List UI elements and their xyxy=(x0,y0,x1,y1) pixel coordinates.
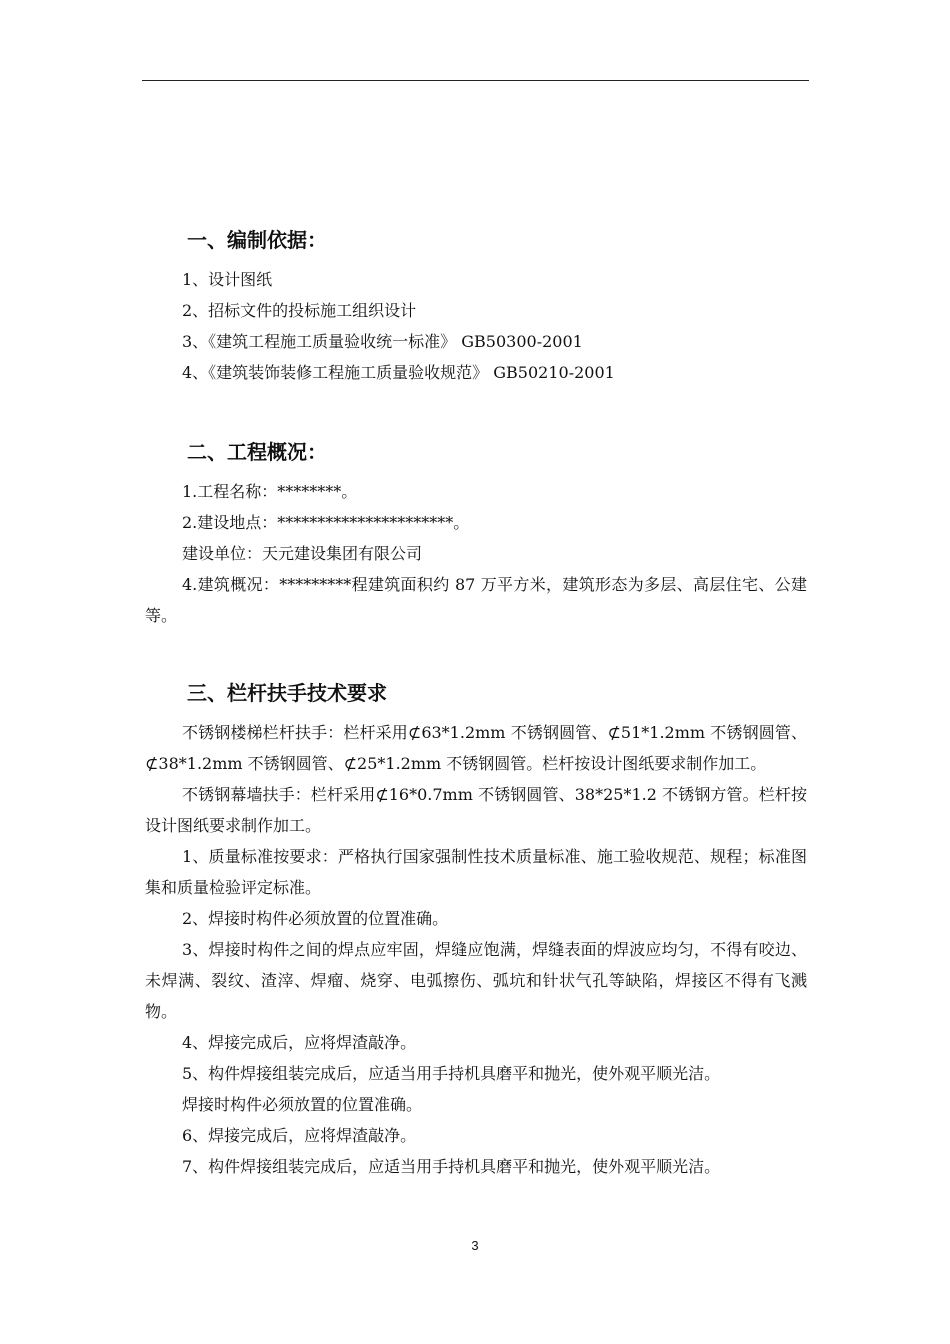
requirement-paragraph: 6、焊接完成后，应将焊渣敲净。 xyxy=(182,1126,417,1145)
requirement-paragraph: 不锈钢楼梯栏杆扶手：栏杆采用⊄63*1.2mm 不锈钢圆管、⊄51*1.2mm 不锈钢圆管、⊄38*1.2mm 不锈钢圆管、⊄25*1.2mm 不锈钢圆管。栏杆按设计图纸要求制作加工。 xyxy=(145,723,807,773)
requirement-paragraph: 焊接时构件必须放置的位置准确。 xyxy=(182,1095,423,1114)
header-rule xyxy=(142,80,809,81)
document-body xyxy=(145,222,807,1182)
overview-item: 1.工程名称：********。 xyxy=(182,482,358,501)
requirement-paragraph: 5、构件焊接组装完成后，应适当用手持机具磨平和抛光，使外观平顺光洁。 xyxy=(182,1064,721,1083)
requirement-paragraph: 7、构件焊接组装完成后，应适当用手持机具磨平和抛光，使外观平顺光洁。 xyxy=(182,1157,721,1176)
page-number: 3 xyxy=(471,1238,479,1253)
basis-item: 4、《建筑装饰装修工程施工质量验收规范》 GB50210-2001 xyxy=(182,363,615,382)
requirement-paragraph: 不锈钢幕墙扶手：栏杆采用⊄16*0.7mm 不锈钢圆管、38*25*1.2 不锈钢方管。栏杆按设计图纸要求制作加工。 xyxy=(145,785,807,835)
section-heading-basis: 一、编制依据： xyxy=(187,228,327,252)
basis-item: 1、设计图纸 xyxy=(182,270,273,289)
overview-item: 2.建设地点：**********************。 xyxy=(182,513,470,532)
basis-item: 2、招标文件的投标施工组织设计 xyxy=(182,301,417,320)
basis-item: 3、《建筑工程施工质量验收统一标准》 GB50300-2001 xyxy=(182,332,583,351)
requirement-paragraph: 1、质量标准按要求：严格执行国家强制性技术质量标准、施工验收规范、规程；标准图集和质量检验评定标准。 xyxy=(145,847,807,897)
section-heading-requirements: 三、栏杆扶手技术要求 xyxy=(187,681,387,705)
requirement-paragraph: 3、焊接时构件之间的焊点应牢固，焊缝应饱满，焊缝表面的焊波应均匀，不得有咬边、未焊满、裂纹、渣滓、焊瘤、烧穿、电弧擦伤、弧坑和针状气孔等缺陷，焊接区不得有飞溅物。 xyxy=(145,940,807,1021)
requirement-paragraph: 2、焊接时构件必须放置的位置准确。 xyxy=(182,909,449,928)
overview-paragraph: 4.建筑概况：*********程建筑面积约 87 万平方米，建筑形态为多层、高层住宅、公建等。 xyxy=(145,575,807,625)
requirement-paragraph: 4、焊接完成后，应将焊渣敲净。 xyxy=(182,1033,417,1052)
overview-item: 建设单位：天元建设集团有限公司 xyxy=(182,544,423,563)
section-heading-overview: 二、工程概况： xyxy=(187,440,327,464)
